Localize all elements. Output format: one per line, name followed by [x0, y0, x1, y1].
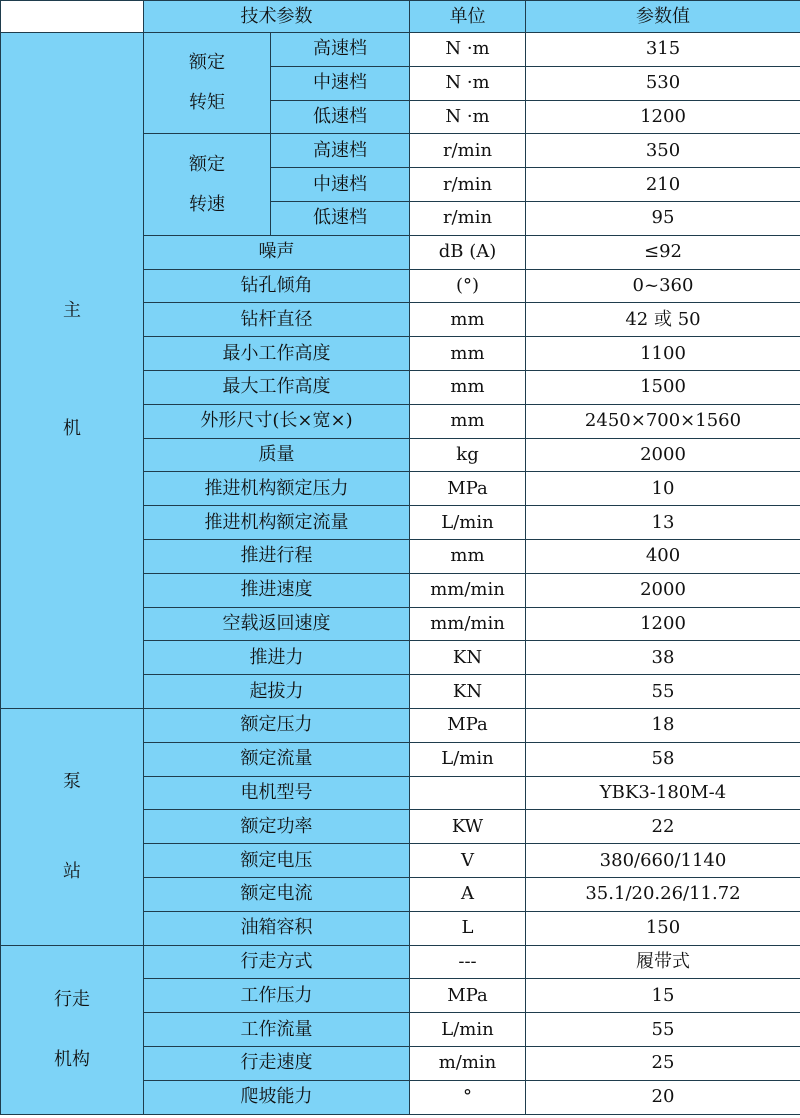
param-cell: 行走方式 — [144, 945, 410, 979]
value-cell: 1200 — [526, 607, 800, 641]
group-label-line: 站 — [63, 860, 81, 882]
unit-cell: r/min — [410, 168, 526, 202]
value-cell: 95 — [526, 201, 800, 235]
value-cell: 履带式 — [526, 945, 800, 979]
value-cell: 1100 — [526, 337, 800, 371]
header-row — [1, 1, 800, 33]
unit-cell: N ·m — [410, 66, 526, 100]
unit-cell: --- — [410, 945, 526, 979]
param-cell: 起拔力 — [144, 675, 410, 709]
param-cell: 低速档 — [271, 201, 410, 235]
unit-cell: mm — [410, 539, 526, 573]
unit-cell: KN — [410, 641, 526, 675]
value-cell: 38 — [526, 641, 800, 675]
value-cell: 1500 — [526, 370, 800, 404]
value-cell: 2000 — [526, 438, 800, 472]
param-cell: 额定电压 — [144, 844, 410, 878]
param-cell: 质量 — [144, 438, 410, 472]
unit-cell: L/min — [410, 742, 526, 776]
value-cell: 42 或 50 — [526, 303, 800, 337]
param-cell: 爬坡能力 — [144, 1080, 410, 1114]
param-cell: 高速档 — [271, 33, 410, 67]
subgroup-label-speed — [144, 134, 271, 235]
unit-cell: mm — [410, 303, 526, 337]
param-cell: 额定压力 — [144, 708, 410, 742]
param-cell: 额定电流 — [144, 877, 410, 911]
value-cell: YBK3-180M-4 — [526, 776, 800, 810]
value-cell: 18 — [526, 708, 800, 742]
unit-cell: N ·m — [410, 100, 526, 134]
unit-cell: r/min — [410, 134, 526, 168]
value-cell: 55 — [526, 675, 800, 709]
unit-cell: m/min — [410, 1046, 526, 1080]
param-cell: 中速档 — [271, 66, 410, 100]
value-cell: 2450×700×1560 — [526, 404, 800, 438]
group-label-line: 泵 — [63, 770, 81, 792]
param-cell: 额定流量 — [144, 742, 410, 776]
table-row — [1, 708, 800, 742]
group-label-walk — [1, 945, 144, 1114]
value-cell: 1200 — [526, 100, 800, 134]
param-cell: 钻杆直径 — [144, 303, 410, 337]
param-cell: 工作压力 — [144, 979, 410, 1013]
value-cell: 350 — [526, 134, 800, 168]
group-label-line: 转速 — [189, 193, 225, 215]
param-cell: 额定功率 — [144, 810, 410, 844]
value-cell: 210 — [526, 168, 800, 202]
unit-cell: mm — [410, 337, 526, 371]
unit-cell: V — [410, 844, 526, 878]
value-cell: 55 — [526, 1013, 800, 1047]
value-cell: 2000 — [526, 573, 800, 607]
unit-cell: L/min — [410, 506, 526, 540]
header-param: 技术参数 — [144, 1, 410, 33]
group-label-pump — [1, 708, 144, 945]
value-cell: 315 — [526, 33, 800, 67]
unit-cell — [410, 776, 526, 810]
param-cell: 最小工作高度 — [144, 337, 410, 371]
group-label-line: 机构 — [54, 1048, 90, 1070]
value-cell: 530 — [526, 66, 800, 100]
group-label-line: 行走 — [54, 988, 90, 1010]
group-label-line: 转矩 — [189, 92, 225, 114]
param-cell: 空载返回速度 — [144, 607, 410, 641]
param-cell: 最大工作高度 — [144, 370, 410, 404]
param-cell: 行走速度 — [144, 1046, 410, 1080]
value-cell: 35.1/20.26/11.72 — [526, 877, 800, 911]
value-cell: ≤92 — [526, 235, 800, 269]
unit-cell: A — [410, 877, 526, 911]
param-cell: 推进速度 — [144, 573, 410, 607]
value-cell: 58 — [526, 742, 800, 776]
group-label-main — [1, 33, 144, 709]
param-cell: 低速档 — [271, 100, 410, 134]
unit-cell: (°) — [410, 269, 526, 303]
param-cell: 推进机构额定流量 — [144, 506, 410, 540]
unit-cell: mm/min — [410, 573, 526, 607]
unit-cell: r/min — [410, 201, 526, 235]
param-cell: 钻孔倾角 — [144, 269, 410, 303]
value-cell: 15 — [526, 979, 800, 1013]
group-label-line: 主 — [63, 300, 81, 322]
param-cell: 推进机构额定压力 — [144, 472, 410, 506]
param-cell: 高速档 — [271, 134, 410, 168]
value-cell: 20 — [526, 1080, 800, 1114]
unit-cell: kg — [410, 438, 526, 472]
table-row — [1, 33, 800, 67]
param-cell: 油箱容积 — [144, 911, 410, 945]
unit-cell: L — [410, 911, 526, 945]
value-cell: 25 — [526, 1046, 800, 1080]
param-cell: 中速档 — [271, 168, 410, 202]
unit-cell: mm — [410, 370, 526, 404]
value-cell: 400 — [526, 539, 800, 573]
unit-cell: L/min — [410, 1013, 526, 1047]
group-label-line: 机 — [63, 418, 81, 440]
header-value: 参数值 — [526, 1, 800, 33]
unit-cell: mm/min — [410, 607, 526, 641]
value-cell: 10 — [526, 472, 800, 506]
value-cell: 13 — [526, 506, 800, 540]
param-cell: 电机型号 — [144, 776, 410, 810]
group-label-line: 额定 — [189, 52, 225, 74]
subgroup-label-torque — [144, 33, 271, 134]
param-cell: 外形尺寸(长×宽×) — [144, 404, 410, 438]
param-cell: 工作流量 — [144, 1013, 410, 1047]
unit-cell: KW — [410, 810, 526, 844]
unit-cell: MPa — [410, 979, 526, 1013]
unit-cell: MPa — [410, 708, 526, 742]
param-cell: 噪声 — [144, 235, 410, 269]
unit-cell: ° — [410, 1080, 526, 1114]
header-unit: 单位 — [410, 1, 526, 33]
unit-cell: mm — [410, 404, 526, 438]
value-cell: 380/660/1140 — [526, 844, 800, 878]
unit-cell: KN — [410, 675, 526, 709]
table-row — [1, 945, 800, 979]
unit-cell: N ·m — [410, 33, 526, 67]
value-cell: 150 — [526, 911, 800, 945]
unit-cell: MPa — [410, 472, 526, 506]
header-group-cell — [1, 1, 144, 33]
unit-cell: dB (A) — [410, 235, 526, 269]
param-cell: 推进行程 — [144, 539, 410, 573]
value-cell: 22 — [526, 810, 800, 844]
param-cell: 推进力 — [144, 641, 410, 675]
group-label-line: 额定 — [189, 153, 225, 175]
value-cell: 0~360 — [526, 269, 800, 303]
